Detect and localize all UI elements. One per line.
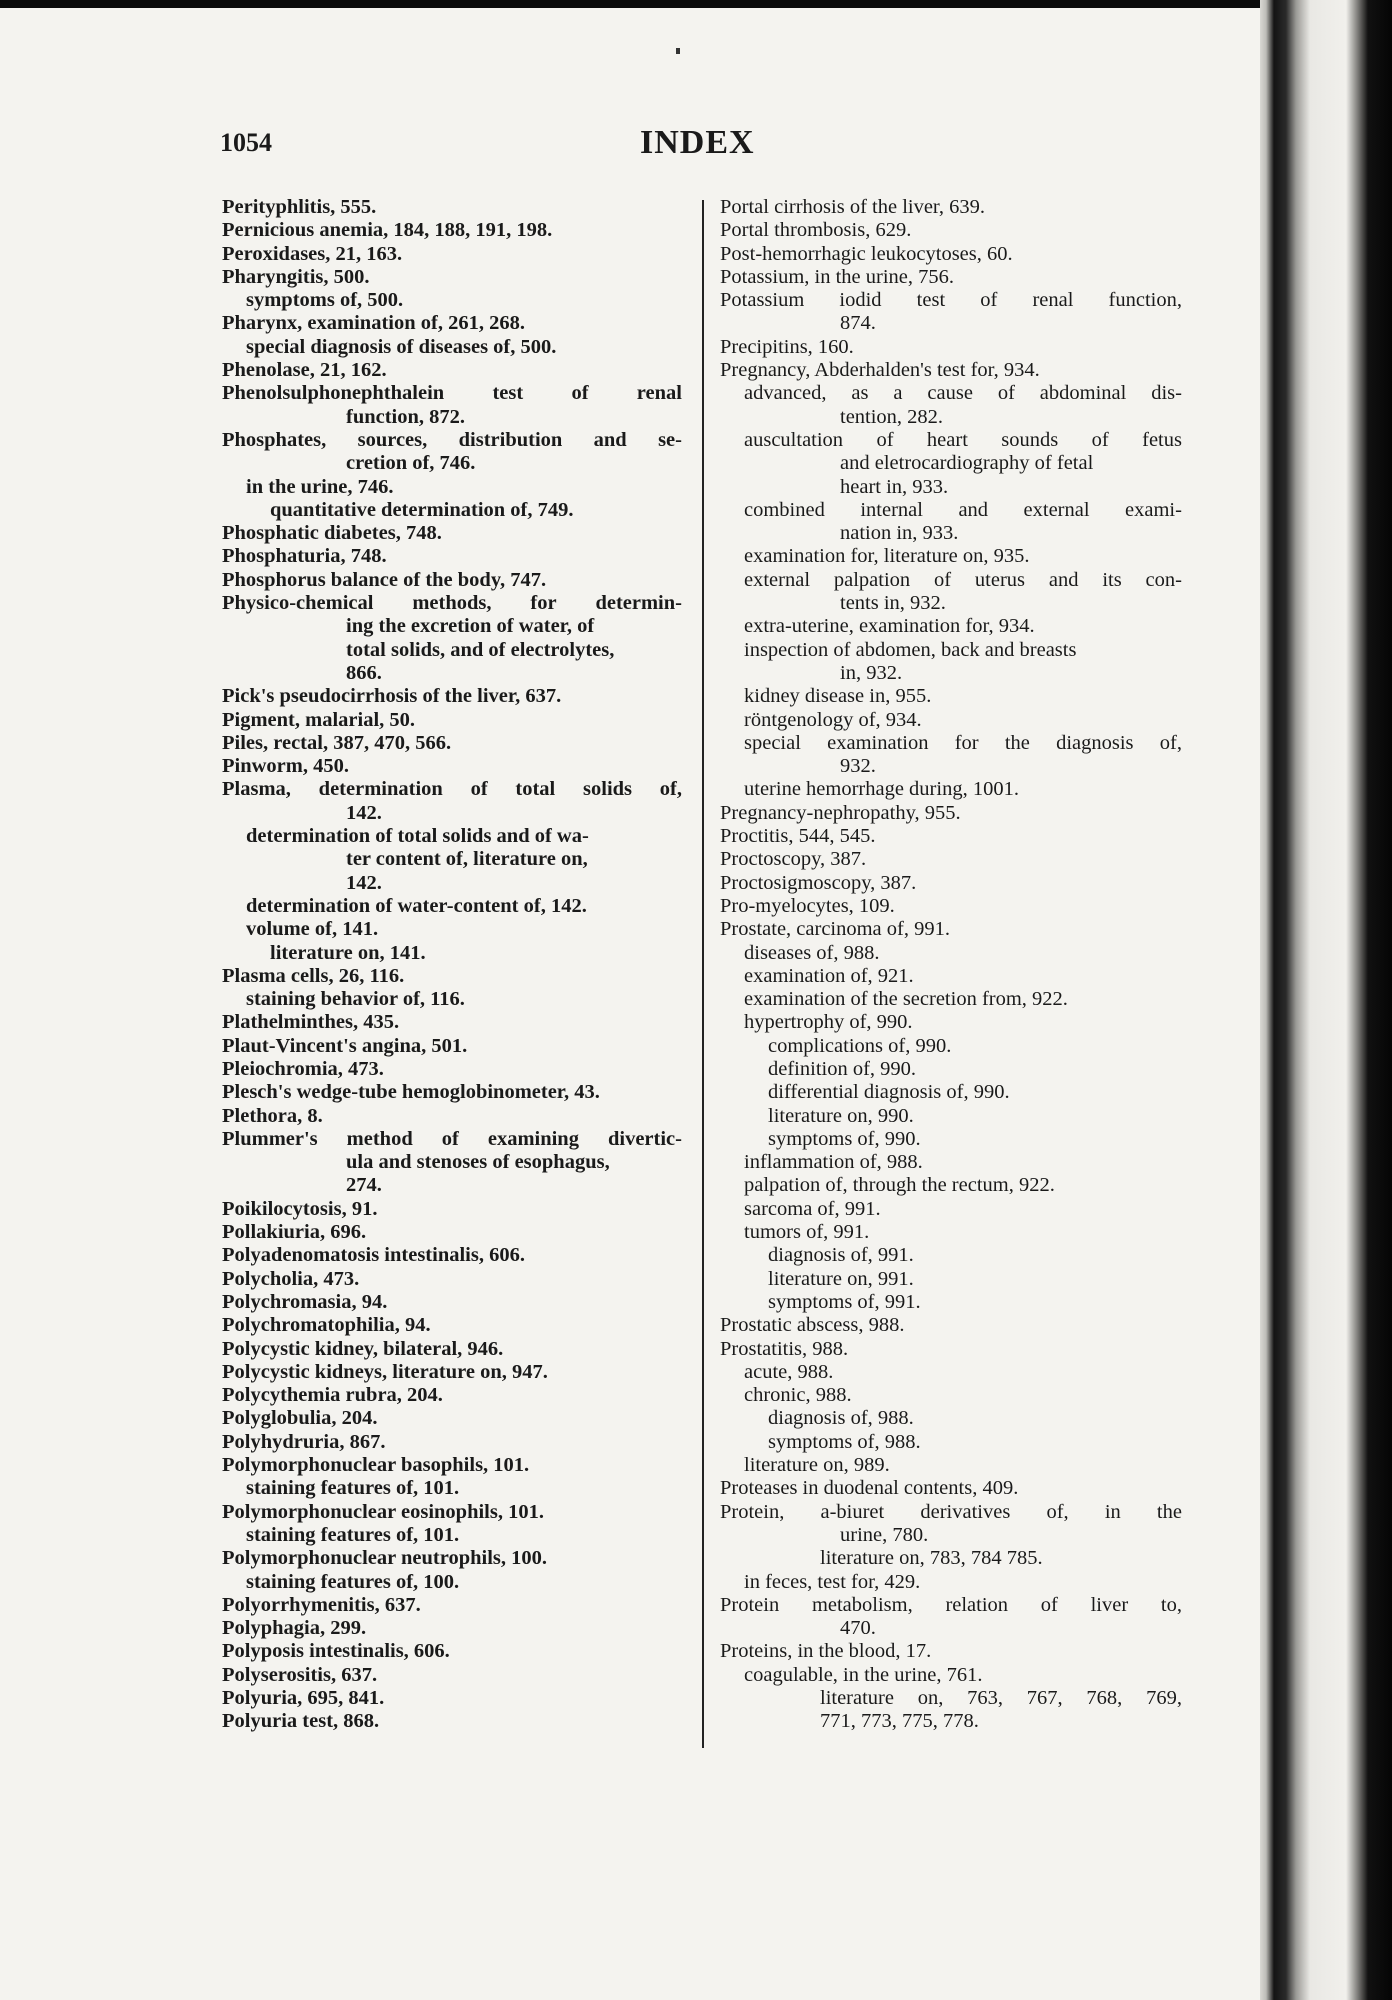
- index-entry: [720, 1687, 1182, 1710]
- index-entry: Plathelminthes, 435.: [222, 1011, 400, 1034]
- index-word: test: [492, 382, 524, 405]
- index-entry: Polyphagia, 299.: [222, 1617, 367, 1640]
- index-entry: diagnosis of, 988.: [768, 1407, 914, 1430]
- index-word: 767,: [1026, 1687, 1063, 1709]
- index-word: fetus: [1142, 428, 1182, 451]
- index-word: of: [470, 778, 488, 801]
- index-word: Protein,: [720, 1500, 785, 1523]
- index-entry: function, 872.: [346, 405, 466, 428]
- index-column-left: [222, 196, 682, 1734]
- index-word: and: [958, 498, 989, 521]
- index-word: of: [1091, 428, 1109, 451]
- index-entry: 142.: [346, 801, 382, 824]
- index-entry: Prostate, carcinoma of, 991.: [720, 918, 950, 941]
- index-entry: total solids, and of electrolytes,: [346, 638, 615, 661]
- index-column-right: [720, 196, 1182, 1734]
- index-entry: Polyhydruria, 867.: [222, 1430, 386, 1453]
- index-entry: [720, 499, 1182, 522]
- index-entry: complications of, 990.: [768, 1034, 952, 1057]
- index-word: Phosphates,: [222, 428, 327, 451]
- index-entry: Phosphaturia, 748.: [222, 545, 387, 568]
- index-word: the: [1004, 731, 1030, 754]
- index-entry: Polycystic kidney, bilateral, 946.: [222, 1337, 504, 1360]
- index-entry: Prostatic abscess, 988.: [720, 1314, 905, 1337]
- index-word: of: [997, 382, 1015, 405]
- index-entry: 932.: [840, 755, 876, 778]
- index-word: internal: [860, 498, 923, 521]
- index-entry: literature on, 783, 784 785.: [820, 1547, 1043, 1570]
- book-spine-edge: [1260, 0, 1392, 2000]
- index-entry: Portal thrombosis, 629.: [720, 219, 912, 242]
- index-entry: staining features of, 101.: [246, 1477, 460, 1500]
- index-entry: [720, 732, 1182, 755]
- index-entry: Polycholia, 473.: [222, 1267, 360, 1290]
- index-entry: Polyuria test, 868.: [222, 1710, 380, 1733]
- index-entry: Pollakiuria, 696.: [222, 1221, 367, 1244]
- index-word: dis-: [1151, 382, 1182, 405]
- index-word: Plasma,: [222, 778, 291, 801]
- index-word: auscultation: [744, 428, 844, 451]
- index-entry: quantitative determination of, 749.: [270, 498, 574, 521]
- index-entry: hypertrophy of, 990.: [744, 1011, 913, 1034]
- index-entry: examination for, literature on, 935.: [744, 545, 1030, 568]
- index-word: of,: [659, 778, 682, 801]
- index-word: divertic-: [607, 1127, 682, 1150]
- index-entry: in the urine, 746.: [246, 475, 394, 498]
- index-entry: [720, 569, 1182, 592]
- index-entry: tention, 282.: [840, 405, 944, 428]
- index-entry: Plethora, 8.: [222, 1104, 323, 1127]
- index-entry: [720, 429, 1182, 452]
- index-entry: Post-hemorrhagic leukocytoses, 60.: [720, 242, 1013, 265]
- index-entry: kidney disease in, 955.: [744, 685, 932, 708]
- index-entry: Plesch's wedge-tube hemoglobinometer, 43.: [222, 1081, 600, 1104]
- index-word: liver: [1090, 1593, 1129, 1616]
- index-entry: extra-uterine, examination for, 934.: [744, 615, 1035, 638]
- index-entry: diagnosis of, 991.: [768, 1244, 914, 1267]
- index-word: total: [515, 778, 556, 801]
- index-word: of: [441, 1127, 459, 1150]
- index-entry: volume of, 141.: [246, 918, 379, 941]
- index-word: examination: [827, 731, 929, 754]
- index-entry: Prostatitis, 988.: [720, 1337, 849, 1360]
- index-word: on,: [917, 1687, 944, 1709]
- index-entry: Piles, rectal, 387, 470, 566.: [222, 731, 452, 754]
- index-entry: literature on, 990.: [768, 1104, 914, 1127]
- index-word: as: [851, 382, 869, 405]
- index-word: and: [1048, 568, 1079, 591]
- index-entry: [720, 1501, 1182, 1524]
- index-entry: Phenolase, 21, 162.: [222, 359, 387, 382]
- index-entry: Pharynx, examination of, 261, 268.: [222, 312, 525, 335]
- index-entry: determination of total solids and of wa-: [246, 825, 589, 848]
- index-entry: Pregnancy, Abderhalden's test for, 934.: [720, 359, 1040, 382]
- index-entry: Portal cirrhosis of the liver, 639.: [720, 196, 986, 218]
- index-entry: Potassium, in the urine, 756.: [720, 265, 955, 288]
- index-entry: Precipitins, 160.: [720, 335, 854, 358]
- index-word: derivatives: [920, 1500, 1011, 1523]
- index-entry: Proctoscopy, 387.: [720, 848, 867, 871]
- index-word: method: [346, 1127, 413, 1150]
- index-word: in: [1104, 1500, 1121, 1523]
- index-entry: Pro-myelocytes, 109.: [720, 894, 895, 917]
- index-word: renal: [1032, 289, 1074, 312]
- index-entry: Proteases in duodenal contents, 409.: [720, 1477, 1019, 1500]
- index-word: literature: [820, 1687, 894, 1709]
- index-word: of,: [1159, 731, 1182, 754]
- index-entry: chronic, 988.: [744, 1384, 852, 1407]
- index-word: a-biuret: [820, 1500, 885, 1523]
- index-word: special: [744, 731, 801, 754]
- index-entry: tumors of, 991.: [744, 1221, 870, 1244]
- index-entry: tents in, 932.: [840, 592, 946, 615]
- index-word: Protein: [720, 1593, 780, 1616]
- index-word: solids: [583, 778, 633, 801]
- index-word: test: [916, 289, 946, 312]
- index-word: function,: [1108, 289, 1182, 312]
- index-entry: in feces, test for, 429.: [744, 1570, 921, 1593]
- index-word: 769,: [1146, 1687, 1182, 1709]
- index-word: palpation: [833, 568, 911, 591]
- index-entry: [720, 289, 1182, 312]
- index-entry: Phosphorus balance of the body, 747.: [222, 568, 547, 591]
- index-entry: Peroxidases, 21, 163.: [222, 242, 403, 265]
- page-title: INDEX: [640, 124, 755, 161]
- index-entry: literature on, 141.: [270, 941, 426, 964]
- index-entry: Polycystic kidneys, literature on, 947.: [222, 1360, 548, 1383]
- index-word: sounds: [1001, 428, 1059, 451]
- index-entry: cretion of, 746.: [346, 452, 476, 475]
- index-entry: Pernicious anemia, 184, 188, 191, 198.: [222, 219, 553, 242]
- index-entry: 142.: [346, 871, 382, 894]
- index-word: se-: [658, 428, 682, 451]
- index-entry: determination of water-content of, 142.: [246, 894, 587, 917]
- index-entry: coagulable, in the urine, 761.: [744, 1663, 983, 1686]
- index-entry: Polychromasia, 94.: [222, 1290, 388, 1313]
- index-entry: palpation of, through the rectum, 922.: [744, 1174, 1055, 1197]
- index-word: its: [1102, 568, 1122, 591]
- index-entry: ula and stenoses of esophagus,: [346, 1151, 610, 1174]
- index-word: abdominal: [1039, 382, 1127, 405]
- index-entry: Phosphatic diabetes, 748.: [222, 522, 442, 545]
- index-entry: and eletrocardiography of fetal: [840, 452, 1094, 475]
- index-entry: [222, 778, 682, 801]
- index-word: uterus: [974, 568, 1026, 591]
- index-entry: röntgenology of, 934.: [744, 708, 922, 731]
- index-entry: Proteins, in the blood, 17.: [720, 1640, 932, 1663]
- index-entry: in, 932.: [840, 661, 903, 684]
- index-word: methods,: [412, 592, 492, 615]
- index-word: examining: [487, 1127, 579, 1150]
- index-entry: 470.: [840, 1617, 876, 1640]
- index-word: for: [530, 592, 557, 615]
- index-word: of: [571, 382, 589, 405]
- index-word: Potassium: [720, 289, 805, 312]
- index-entry: symptoms of, 991.: [768, 1290, 921, 1313]
- index-entry: staining features of, 100.: [246, 1570, 460, 1593]
- index-entry: urine, 780.: [840, 1523, 929, 1546]
- index-entry: ing the excretion of water, of: [346, 615, 595, 638]
- index-word: external: [744, 568, 811, 591]
- index-entry: Pigment, malarial, 50.: [222, 708, 416, 731]
- index-word: con-: [1145, 568, 1182, 591]
- index-word: metabolism,: [811, 1593, 913, 1616]
- scan-top-edge: [0, 0, 1392, 8]
- index-word: sources,: [357, 428, 428, 451]
- index-entry: differential diagnosis of, 990.: [768, 1081, 1010, 1104]
- index-word: determination: [318, 778, 443, 801]
- index-entry: Polymorphonuclear basophils, 101.: [222, 1454, 530, 1477]
- index-entry: Polyposis intestinalis, 606.: [222, 1640, 450, 1663]
- index-word: 768,: [1086, 1687, 1123, 1709]
- index-word: Plummer's: [222, 1127, 318, 1150]
- index-entry: 274.: [346, 1174, 382, 1197]
- index-entry: [222, 592, 682, 615]
- index-word: of: [1040, 1593, 1058, 1616]
- index-entry: [222, 382, 682, 405]
- index-entry: acute, 988.: [744, 1360, 834, 1383]
- index-word: heart: [926, 428, 968, 451]
- index-entry: Poikilocytosis, 91.: [222, 1197, 378, 1220]
- index-entry: staining behavior of, 116.: [246, 988, 465, 1011]
- index-word: exami-: [1125, 498, 1182, 521]
- index-word: renal: [636, 382, 682, 405]
- index-word: the: [1156, 1500, 1182, 1523]
- index-word: Phenolsulphonephthalein: [222, 382, 445, 405]
- index-word: determin-: [595, 592, 682, 615]
- index-word: for: [954, 731, 979, 754]
- index-entry: 874.: [840, 312, 876, 335]
- index-entry: symptoms of, 500.: [246, 289, 404, 312]
- index-entry: ter content of, literature on,: [346, 848, 588, 871]
- index-entry: literature on, 989.: [744, 1454, 890, 1477]
- index-entry: [720, 382, 1182, 405]
- index-entry: [222, 1128, 682, 1151]
- index-entry: Pregnancy-nephropathy, 955.: [720, 801, 961, 824]
- index-entry: Polyorrhymenitis, 637.: [222, 1593, 421, 1616]
- index-entry: Pharyngitis, 500.: [222, 265, 370, 288]
- index-entry: literature on, 991.: [768, 1267, 914, 1290]
- index-entry: heart in, 933.: [840, 475, 949, 498]
- index-word: of: [980, 289, 998, 312]
- index-entry: uterine hemorrhage during, 1001.: [744, 778, 1019, 801]
- index-word: Physico-chemical: [222, 592, 374, 615]
- index-word: 763,: [967, 1687, 1004, 1709]
- index-entry: inflammation of, 988.: [744, 1151, 923, 1174]
- index-word: of: [934, 568, 952, 591]
- index-entry: sarcoma of, 991.: [744, 1197, 881, 1220]
- index-entry: examination of, 921.: [744, 964, 914, 987]
- index-entry: [222, 429, 682, 452]
- index-entry: Polyglobulia, 204.: [222, 1407, 378, 1430]
- index-word: diagnosis: [1056, 731, 1134, 754]
- index-word: iodid: [839, 289, 882, 312]
- index-entry: diseases of, 988.: [744, 941, 880, 964]
- index-word: combined: [744, 498, 825, 521]
- page-number: 1054: [220, 128, 272, 157]
- index-entry: Polycythemia rubra, 204.: [222, 1384, 443, 1407]
- index-word: a: [893, 382, 903, 405]
- index-word: cause: [927, 382, 973, 405]
- index-entry: Plaut-Vincent's angina, 501.: [222, 1034, 468, 1057]
- index-entry: Pleiochromia, 473.: [222, 1057, 384, 1080]
- index-word: distribution: [458, 428, 563, 451]
- index-entry: Pinworm, 450.: [222, 755, 349, 778]
- index-entry: Plasma cells, 26, 116.: [222, 964, 405, 987]
- index-entry: Polymorphonuclear eosinophils, 101.: [222, 1500, 544, 1523]
- index-word: to,: [1160, 1593, 1182, 1616]
- index-word: of: [876, 428, 894, 451]
- index-word: and: [593, 428, 627, 451]
- index-word: external: [1023, 498, 1090, 521]
- index-entry: symptoms of, 988.: [768, 1430, 921, 1453]
- index-entry: Polymorphonuclear neutrophils, 100.: [222, 1547, 547, 1570]
- index-entry: Proctitis, 544, 545.: [720, 825, 876, 848]
- index-entry: Proctosigmoscopy, 387.: [720, 871, 917, 894]
- index-entry: nation in, 933.: [840, 522, 959, 545]
- index-entry: examination of the secretion from, 922.: [744, 988, 1068, 1011]
- index-entry: special diagnosis of diseases of, 500.: [246, 335, 557, 358]
- index-entry: 771, 773, 775, 778.: [820, 1710, 979, 1733]
- index-entry: symptoms of, 990.: [768, 1127, 921, 1150]
- column-divider: [702, 200, 704, 1748]
- index-entry: Perityphlitis, 555.: [222, 196, 377, 218]
- index-entry: Polyserositis, 637.: [222, 1663, 378, 1686]
- scan-speck: [676, 48, 680, 54]
- index-entry: Polyadenomatosis intestinalis, 606.: [222, 1244, 525, 1267]
- index-word: of,: [1046, 1500, 1069, 1523]
- index-entry: staining features of, 101.: [246, 1523, 460, 1546]
- index-entry: [720, 1594, 1182, 1617]
- index-word: advanced,: [744, 382, 827, 405]
- index-entry: Polyuria, 695, 841.: [222, 1687, 385, 1709]
- index-entry: Polychromatophilia, 94.: [222, 1314, 431, 1337]
- index-entry: Pick's pseudocirrhosis of the liver, 637.: [222, 685, 562, 708]
- index-entry: definition of, 990.: [768, 1057, 917, 1080]
- index-entry: 866.: [346, 661, 382, 684]
- index-word: relation: [945, 1593, 1009, 1616]
- index-entry: inspection of abdomen, back and breasts: [744, 638, 1077, 661]
